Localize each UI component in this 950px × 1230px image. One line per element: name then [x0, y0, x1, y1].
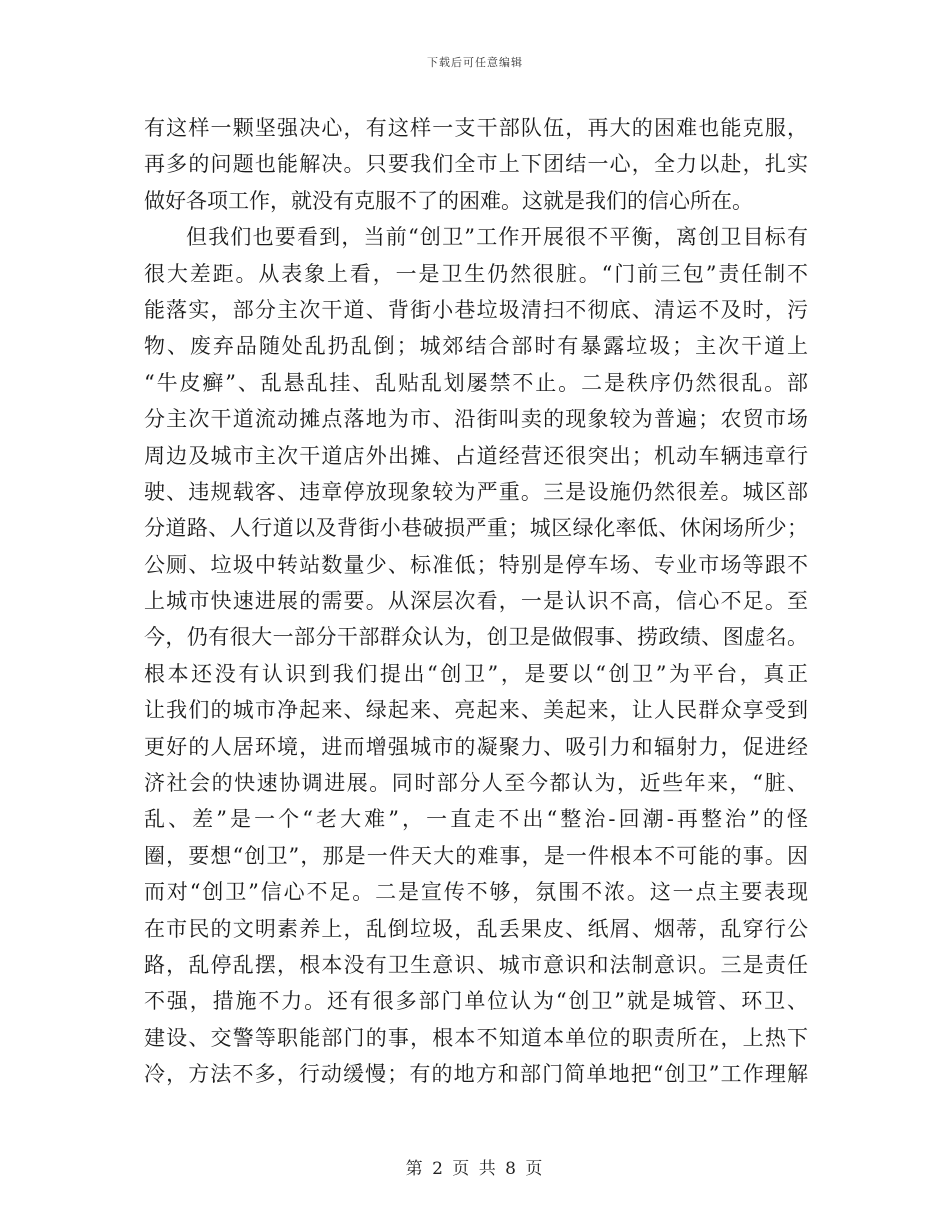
text-line: 让我们的城市净起来、绿起来、亮起来、美起来，让人民群众享受到	[144, 698, 808, 723]
text-line: 乱、差”是一个“老大难”，一直走不出“整治-回潮-再整治”的怪	[144, 807, 808, 832]
text-line: 圈，要想“创卫”，那是一件天大的难事，是一件根本不可能的事。因	[144, 843, 808, 868]
text-line: 路，乱停乱摆，根本没有卫生意识、城市意识和法制意识。三是责任	[144, 952, 808, 977]
text-line: 周边及城市主次干道店外出摊、占道经营还很突出；机动车辆违章行	[144, 443, 808, 468]
text-line: 再多的问题也能解决。只要我们全市上下团结一心，全力以赴，扎实	[144, 152, 808, 177]
text-line: 物、废弃品随处乱扔乱倒；城郊结合部时有暴露垃圾；主次干道上	[144, 334, 808, 359]
text-line: 公厕、垃圾中转站数量少、标准低；特别是停车场、专业市场等跟不	[144, 552, 808, 577]
text-line: 济社会的快速协调进展。同时部分人至今都认为，近些年来，“脏、	[144, 771, 808, 796]
text-line: 有这样一颗坚强决心，有这样一支干部队伍，再大的困难也能克服，	[144, 116, 808, 140]
text-line: 而对“创卫”信心不足。二是宣传不够，氛围不浓。这一点主要表现	[144, 880, 808, 905]
page-header: 下载后可任意编辑	[427, 56, 523, 69]
text-line: 能落实，部分主次干道、背街小巷垃圾清扫不彻底、清运不及时，污	[144, 297, 808, 322]
text-line: 分主次干道流动摊点落地为市、沿街叫卖的现象较为普遍；农贸市场	[144, 407, 808, 432]
text-line: 上城市快速进展的需要。从深层次看，一是认识不高，信心不足。至	[144, 589, 808, 614]
text-line: 分道路、人行道以及背街小巷破损严重；城区绿化率低、休闲场所少；	[144, 516, 808, 541]
text-line: 根本还没有认识到我们提出“创卫”，是要以“创卫”为平台，真正	[144, 661, 808, 686]
text-line: 冷，方法不多，行动缓慢；有的地方和部门简单地把“创卫”工作理解	[144, 1062, 808, 1087]
document-body	[144, 110, 808, 1093]
text-line: 不强，措施不力。还有很多部门单位认为“创卫”就是城管、环卫、	[144, 989, 808, 1014]
text-line: 驶、违规载客、违章停放现象较为严重。三是设施仍然很差。城区部	[144, 479, 808, 504]
text-line: 建设、交警等职能部门的事，根本不知道本单位的职责所在，上热下	[144, 1025, 808, 1050]
text-line: 在市民的文明素养上，乱倒垃圾，乱丢果皮、纸屑、烟蒂，乱穿行公	[144, 916, 808, 941]
text-line: 做好各项工作，就没有克服不了的困难。这就是我们的信心所在。	[144, 188, 753, 213]
text-line: 但我们也要看到，当前“创卫”工作开展很不平衡，离创卫目标有	[186, 225, 808, 250]
text-line: “牛皮癣”、乱悬乱挂、乱贴乱划屡禁不止。二是秩序仍然很乱。部	[144, 370, 808, 395]
text-line: 今，仍有很大一部分干部群众认为，创卫是做假事、捞政绩、图虚名。	[144, 625, 808, 650]
text-line: 更好的人居环境，进而增强城市的凝聚力、吸引力和辐射力，促进经	[144, 734, 808, 759]
page-footer: 第 2 页 共 8 页	[405, 1159, 545, 1179]
text-line: 很大差距。从表象上看，一是卫生仍然很脏。“门前三包”责任制不	[144, 261, 808, 286]
